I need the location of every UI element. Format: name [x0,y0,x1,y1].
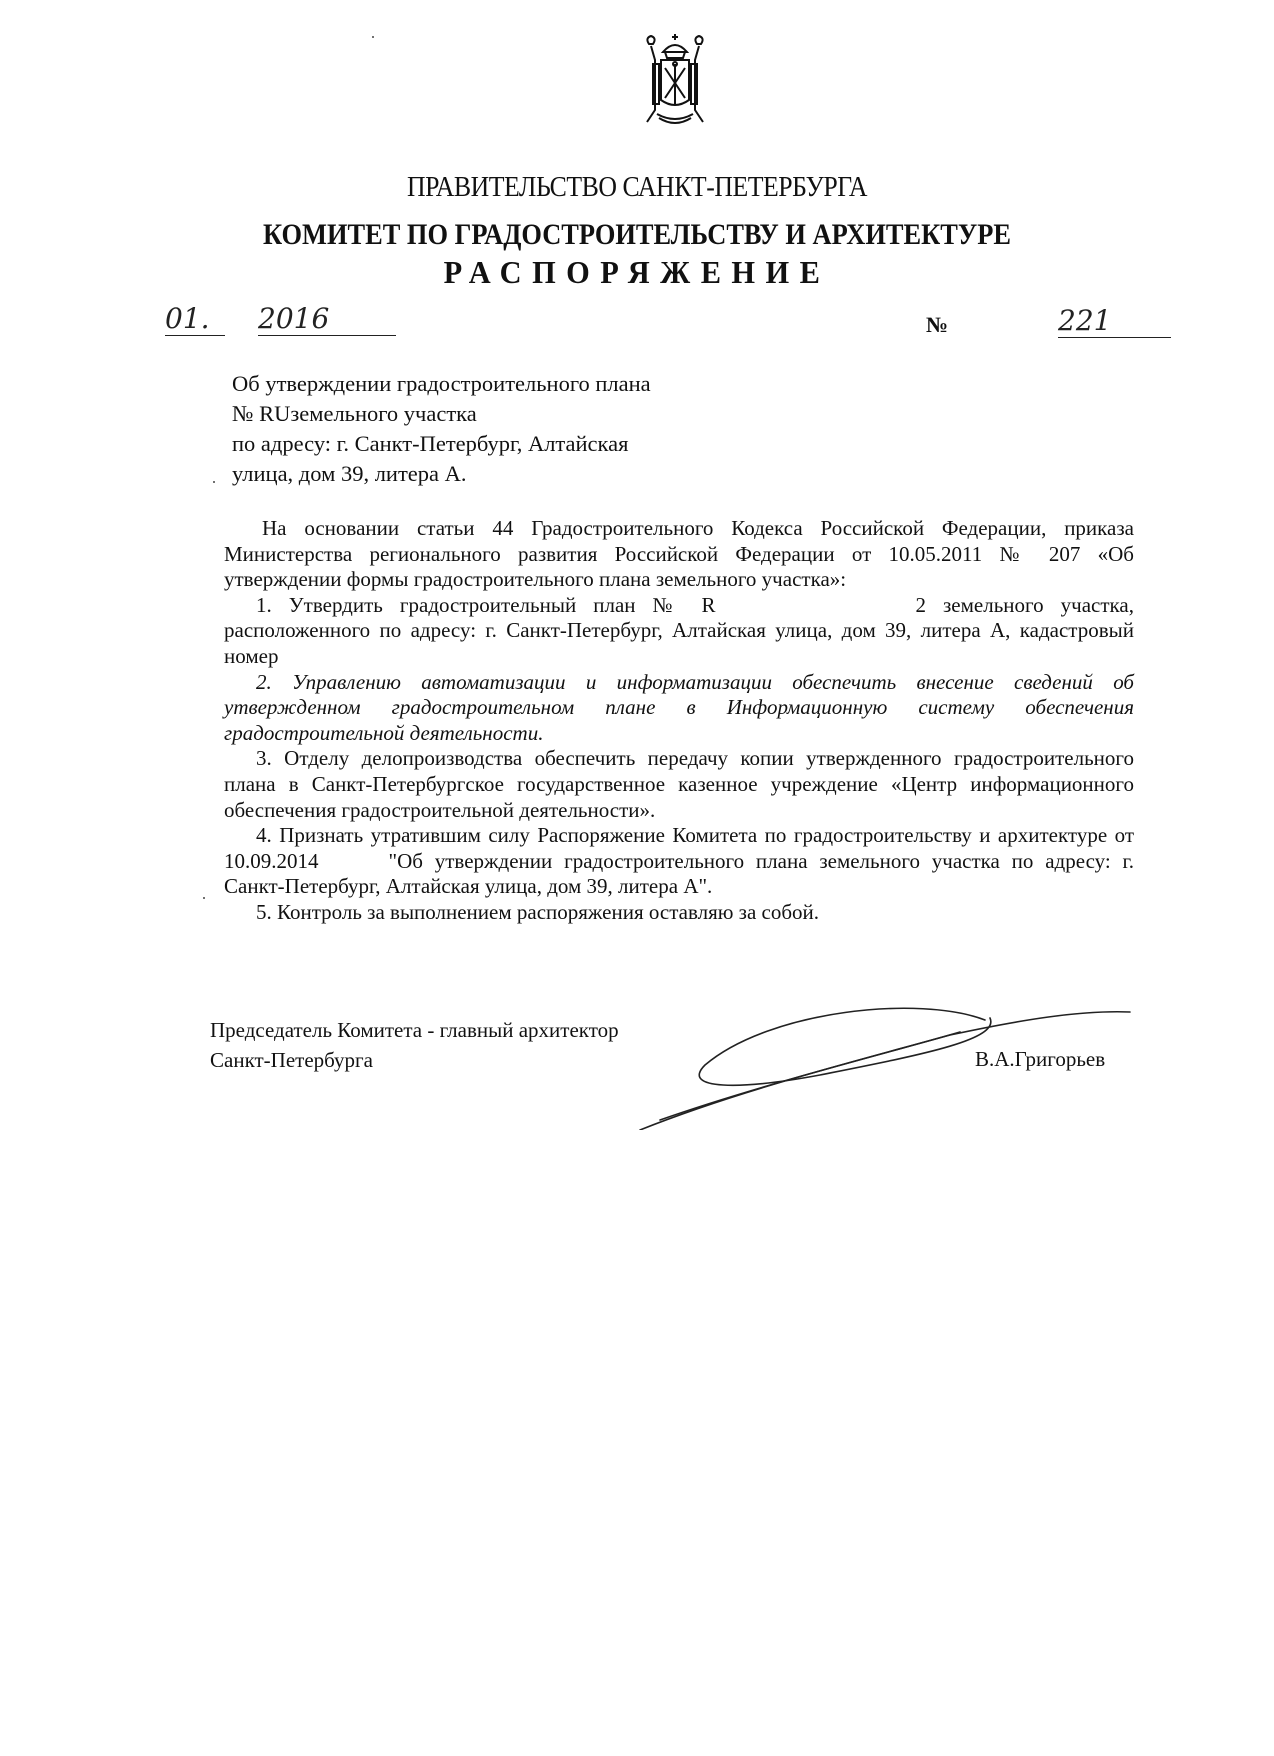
number-label: № [926,312,949,337]
document-type-heading: РАСПОРЯЖЕНИЕ [443,254,831,290]
signatory-title [210,1015,619,1075]
preamble: На основании статьи 44 Градостроительного Кодекса Российской Федерации, приказа Министерства регионального развития Российской Федерации от 10.05.2011 № 207 «Об утверждении формы градостроительного плана земельного участка»: [224,516,1134,592]
document-body [224,516,1134,926]
government-heading: ПРАВИТЕЛЬСТВО САНКТ-ПЕТЕРБУРГА [406,172,867,203]
order-item-5: 5. Контроль за выполнением распоряжения оставляю за собой. [256,899,820,924]
order-item-2: 2. Управлению автоматизации и информатизации обеспечить внесение сведений об утвержденном градостроительном плане в Информационную систему обеспечения градостроительной деятельности. [224,669,1134,745]
item-1-part-b: 2 земельного участка, расположенного по адресу: г. Санкт-Петербург, Алтайская улица, дом 39, литера А, кадастровый номер [224,592,1134,668]
signatory-name: В.А.Григорьев [975,1047,1106,1071]
coat-of-arms-icon [635,30,715,130]
document-subject [232,369,752,489]
scan-speck [372,36,374,38]
order-item-4 [224,823,1134,900]
handwritten-signature [620,990,1140,1130]
subject-line-part: земельного участка [290,401,477,426]
committee-heading: КОМИТЕТ ПО ГРАДОСТРОИТЕЛЬСТВУ И АРХИТЕКТУРЕ [263,218,1011,251]
subject-line: Об утверждении градостроительного плана [232,371,651,396]
item-4-part-a: 4. Признать утратившим силу Распоряжение Комитета по градостроительству и архитектуре от 10.09.2014 [224,823,1134,873]
subject-line [232,399,752,429]
date-day: 01. [165,302,225,336]
signatory-title-line: Санкт-Петербурга [210,1048,373,1072]
scan-speck [213,481,215,483]
subject-line: по адресу: г. Санкт-Петербург, Алтайская [232,431,629,456]
order-item-1 [224,593,1134,670]
order-item-3: 3. Отделу делопроизводства обеспечить передачу копии утвержденного градостроительного плана в Санкт-Петербургское государственное казенное учреждение «Центр информационного обеспечения градостроительной деятельности». [224,746,1134,822]
item-4-part-b: "Об утверждении градостроительного плана земельного участка по адресу: г. Санкт-Петербург, Алтайская улица, дом 39, литера А". [224,848,1134,899]
document-number: 221 [1058,304,1171,338]
date-year: 2016 [258,302,396,336]
plan-number-prefix: № RU [232,401,291,426]
signatory-title-line: Председатель Комитета - главный архитектор [210,1018,619,1042]
scan-speck [203,897,205,899]
item-1-part-a: 1. Утвердить градостроительный план № R [256,592,716,617]
subject-line: улица, дом 39, литера А. [232,461,467,486]
